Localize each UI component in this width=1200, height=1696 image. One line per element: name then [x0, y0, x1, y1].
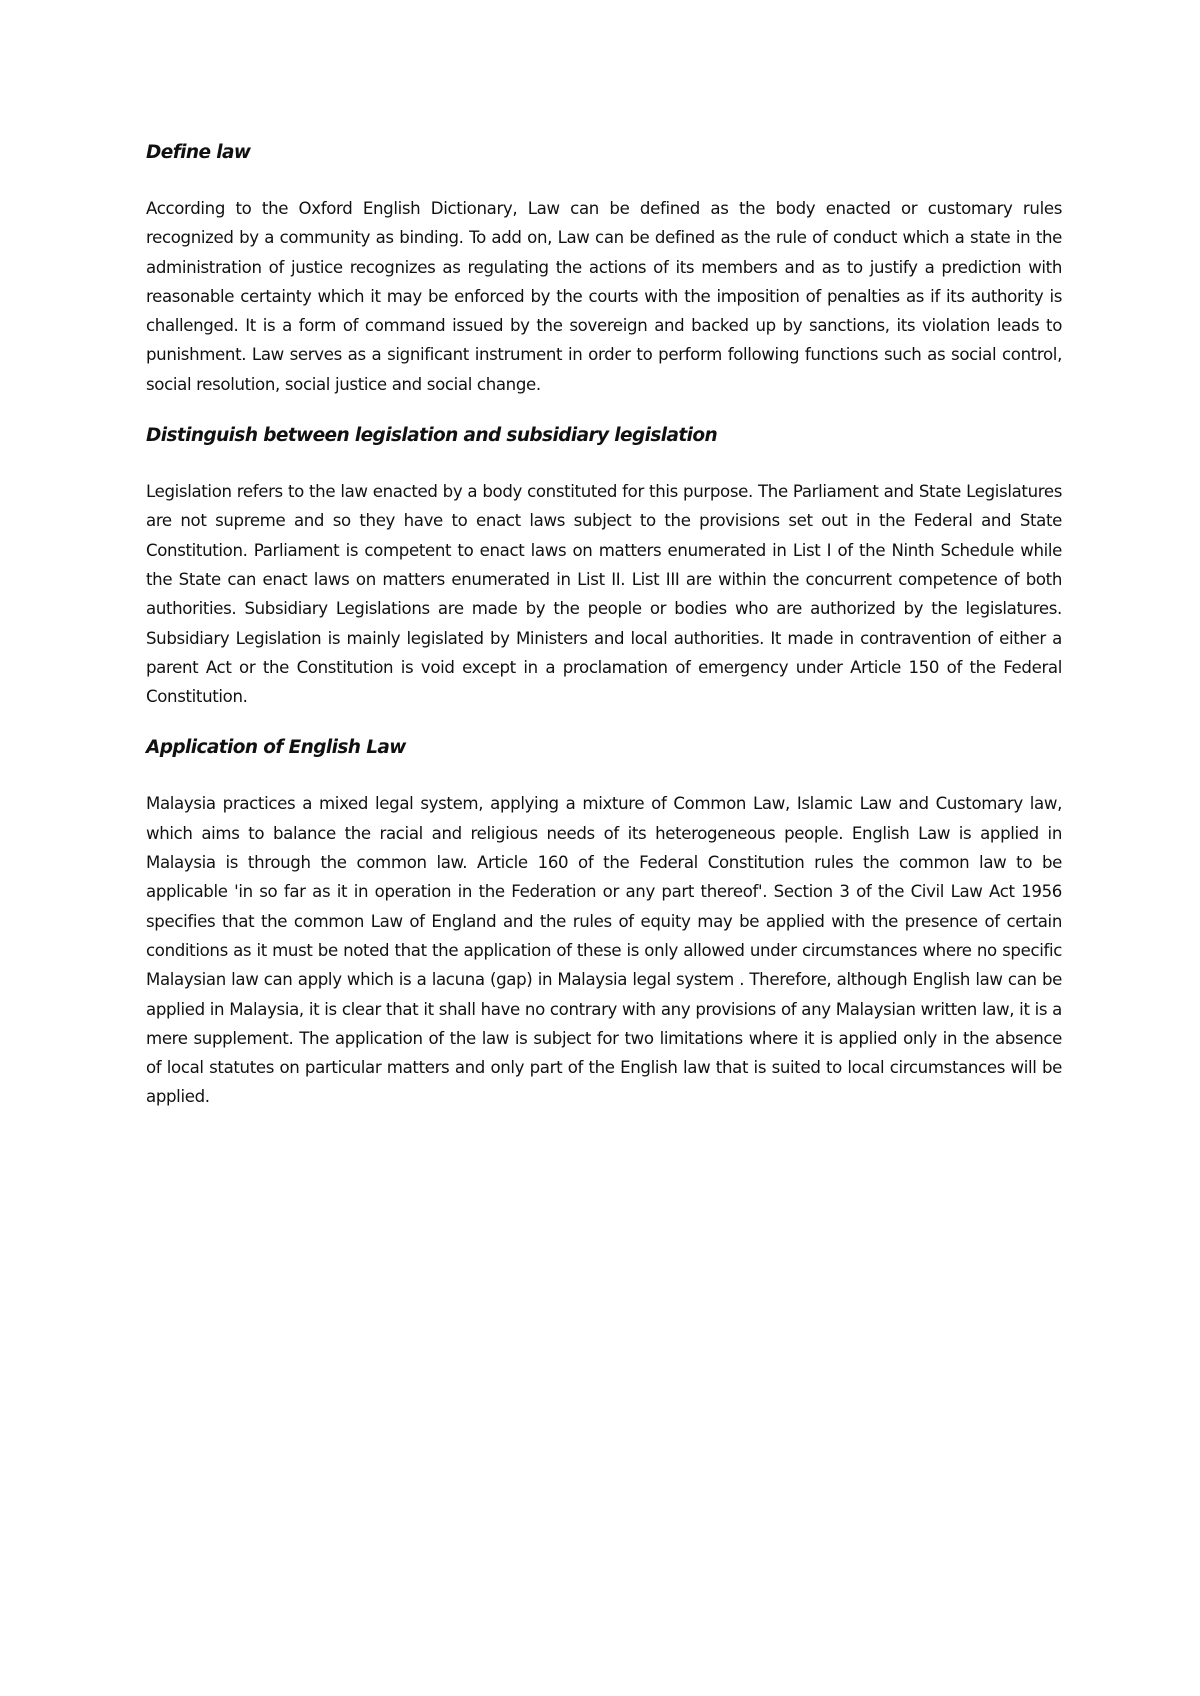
section-paragraph: According to the Oxford English Dictionary, Law can be defined as the body enacted or customary rules recognized by a community as binding. To add on, Law can be defined as the rule of conduct which a state in the administration of justice recognizes as regulating the actions of its members and as to justify a prediction with reasonable certainty which it may be enforced by the courts with the imposition of penalties as if its authority is challenged. It is a form of command issued by the sovereign and backed up by sanctions, its violation leads to punishment. Law serves as a significant instrument in order to perform following functions such as social control, social resolution, social justice and social change.: [146, 199, 1062, 394]
section-english-law: [146, 735, 1062, 1111]
section-paragraph: Malaysia practices a mixed legal system, applying a mixture of Common Law, Islamic Law and Customary law, which aims to balance the racial and religious needs of its heterogeneous people. English Law is applied in Malaysia is through the common law. Article 160 of the Federal Constitution rules the common law to be applicable 'in so far as it in operation in the Federation or any part thereof'. Section 3 of the Civil Law Act 1956 specifies that the common Law of England and the rules of equity may be applied with the presence of certain conditions as it must be noted that the application of these is only allowed under circumstances where no specific Malaysian law can apply which is a lacuna (gap) in Malaysia legal system . Therefore, although English law can be applied in Malaysia, it is clear that it shall have no contrary with any provisions of any Malaysian written law, it is a mere supplement. The application of the law is subject for two limitations where it is applied only in the absence of local statutes on particular matters and only part of the English law that is suited to local circumstances will be applied.: [146, 794, 1062, 1107]
section-define-law: [146, 140, 1062, 399]
section-paragraph: Legislation refers to the law enacted by a body constituted for this purpose. The Parliament and State Legislatures are not supreme and so they have to enact laws subject to the provisions set out in the Federal and State Constitution. Parliament is competent to enact laws on matters enumerated in List I of the Ninth Schedule while the State can enact laws on matters enumerated in List II. List III are within the concurrent competence of both authorities. Subsidiary Legislations are made by the people or bodies who are authorized by the legislatures. Subsidiary Legislation is mainly legislated by Ministers and local authorities. It made in contravention of either a parent Act or the Constitution is void except in a proclamation of emergency under Article 150 of the Federal Constitution.: [146, 482, 1062, 707]
document-body: [146, 140, 1062, 1136]
section-heading: Application of English Law: [146, 737, 406, 759]
section-heading: Distinguish between legislation and subsidiary legislation: [146, 425, 718, 447]
section-heading: Define law: [146, 142, 251, 163]
section-legislation: [146, 423, 1062, 711]
